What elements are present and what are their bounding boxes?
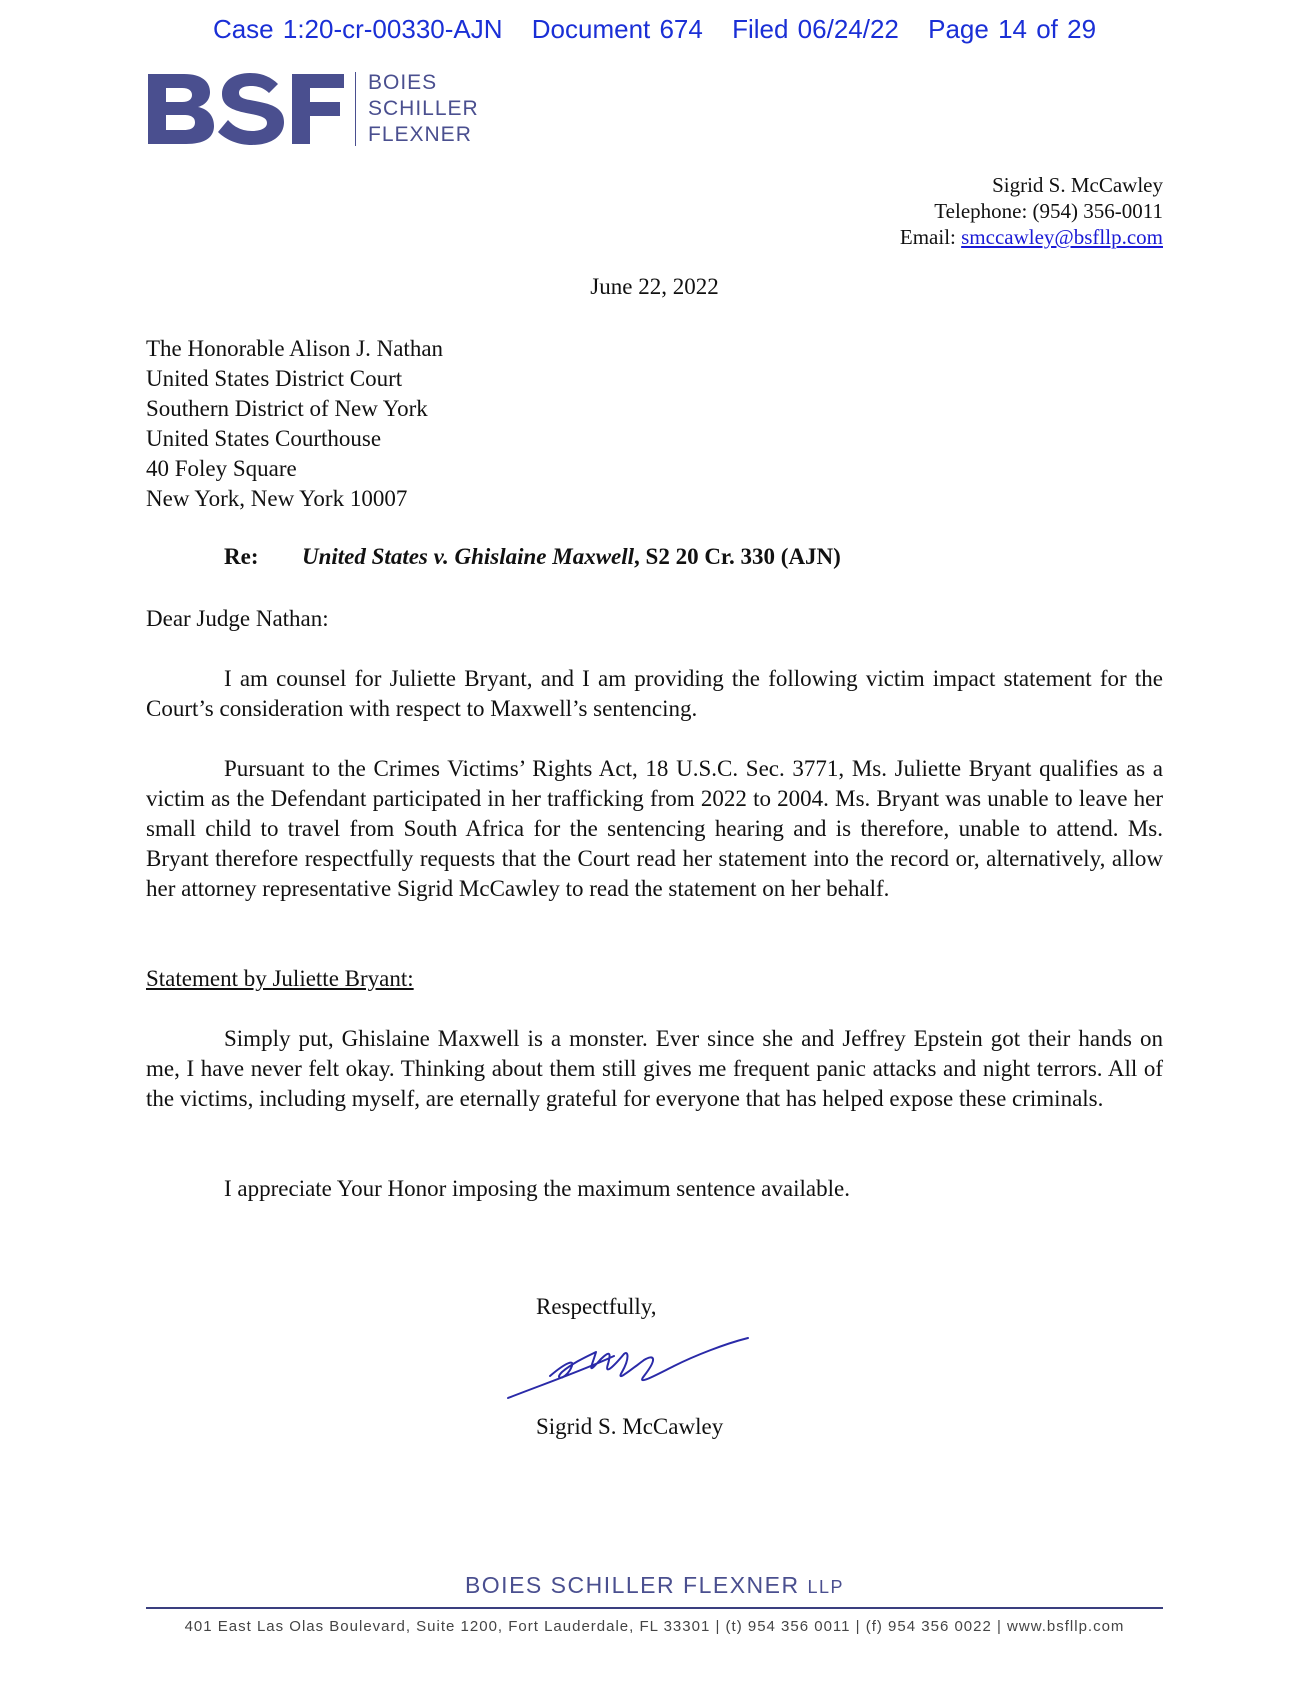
paragraph-sentence-request: I appreciate Your Honor imposing the maximum sentence available. [224,1176,850,1201]
recipient-line: United States Courthouse [146,426,382,451]
recipient-line: United States District Court [146,366,403,391]
sender-contact-block [900,172,1163,250]
paragraph-counsel-intro: I am counsel for Juliette Bryant, and I am providing the following victim impact statement for the Court’s consideration with respect to Maxwell’s sentencing. [146,666,1163,721]
filed-date: Filed 06/24/22 [732,14,899,44]
logo-word-flexner: FLEXNER [368,123,472,146]
recipient-line: New York, New York 10007 [146,486,408,511]
recipient-line: Southern District of New York [146,396,428,421]
handwritten-signature [504,1336,754,1406]
court-filing-stamp [0,14,1309,45]
case-number: Case 1:20-cr-00330-AJN [212,14,503,44]
subject-line [224,544,841,570]
re-label: Re: [224,544,259,569]
logo-word-boies: BOIES [368,71,438,94]
footer-divider [146,1607,1163,1609]
recipient-address [146,334,443,514]
sender-telephone: Telephone: (954) 356-0011 [934,199,1163,223]
logo-wordmark [368,70,479,148]
statement-heading: Statement by Juliette Bryant: [146,966,414,991]
recipient-line: 40 Foley Square [146,456,297,481]
recipient-line: The Honorable Alison J. Nathan [146,336,444,361]
salutation: Dear Judge Nathan: [146,606,329,631]
footer-firm-suffix: LLP [807,1577,845,1597]
bsf-logo-mark [146,70,346,148]
sender-name: Sigrid S. McCawley [992,173,1163,197]
case-name: United States v. Ghislaine Maxwell [302,544,635,569]
document-number: Document 674 [531,14,703,44]
sender-email-line [900,224,1163,250]
logo-word-schiller: SCHILLER [368,97,479,120]
footer-firm-name [0,1572,1309,1599]
signer-name: Sigrid S. McCawley [536,1414,724,1439]
case-citation: , S2 20 Cr. 330 (AJN) [634,544,841,569]
logo-divider [355,72,356,146]
letter-date: June 22, 2022 [590,274,719,299]
email-label: Email: [899,225,962,249]
paragraph-victim-statement: Simply put, Ghislaine Maxwell is a monster. Ever since she and Jeffrey Epstein got their hands on me, I have never felt okay. Thinking about them still gives me frequent panic attacks and night terrors. All of the victims, including myself, are eternally grateful for everyone that has helped expose these criminals. [146,1026,1163,1111]
closing: Respectfully, [536,1294,657,1319]
paragraph-cvra-request: Pursuant to the Crimes Victims’ Rights Act, 18 U.S.C. Sec. 3771, Ms. Juliette Bryant qualifies as a victim as the Defendant participated in her trafficking from 2022 to 2004. Ms. Bryant was unable to leave her small child to travel from South Africa for the sentencing hearing and is therefore, unable to attend. Ms. Bryant therefore respectfully requests that the Court read her statement into the record or, alternatively, allow her attorney representative Sigrid McCawley to read the statement on her behalf. [146,756,1163,901]
email-link[interactable]: smccawley@bsfllp.com [961,225,1163,249]
page-indicator: Page 14 of 29 [928,14,1097,44]
footer-address: 401 East Las Olas Boulevard, Suite 1200, Fort Lauderdale, FL 33301 | (t) 954 356 0011 | (f) 954 356 0022 | www.bsfllp.com [184,1618,1125,1635]
footer-firm-text: BOIES SCHILLER FLEXNER [464,1572,800,1598]
